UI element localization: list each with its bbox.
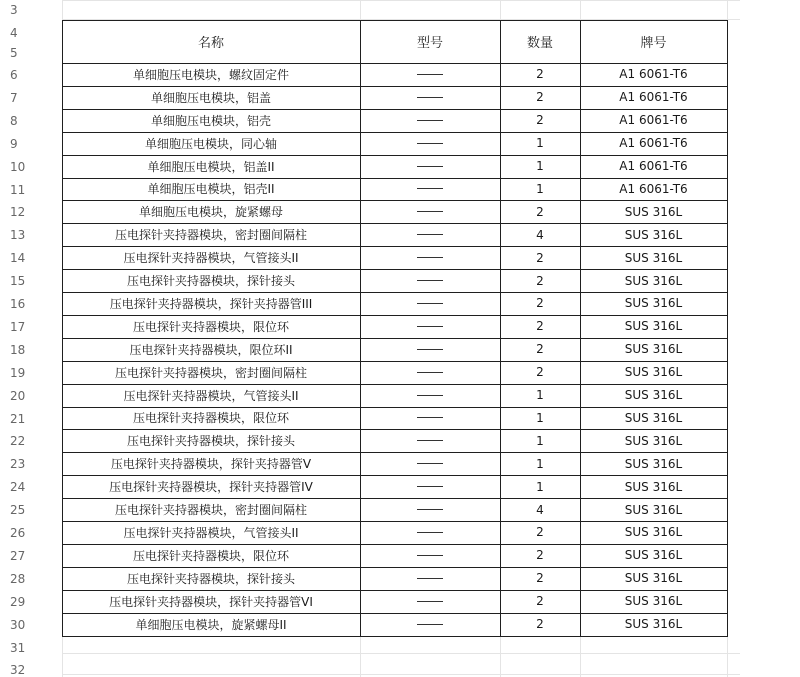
gridline-faint bbox=[500, 636, 501, 677]
table-cell-grade[interactable]: SUS 316L bbox=[624, 342, 683, 357]
row-number: 12 bbox=[10, 205, 26, 220]
table-border bbox=[62, 544, 727, 545]
table-cell-name[interactable]: 压电探针夹持器模块，限位环 bbox=[132, 411, 289, 426]
table-cell-quantity[interactable]: 4 bbox=[536, 502, 544, 517]
table-cell-name[interactable]: 压电探针夹持器模块，探针夹持器管VI bbox=[109, 594, 313, 609]
table-border bbox=[62, 178, 727, 179]
header-cell-quantity[interactable]: 数量 bbox=[526, 36, 553, 51]
gridline-faint bbox=[62, 0, 740, 1]
table-cell-model[interactable] bbox=[360, 590, 500, 613]
table-cell-quantity[interactable]: 2 bbox=[536, 90, 544, 105]
row-number: 31 bbox=[10, 640, 26, 655]
table-border bbox=[62, 429, 727, 430]
row-number: 30 bbox=[10, 617, 26, 632]
dash-mark bbox=[417, 395, 443, 396]
table-cell-quantity[interactable]: 1 bbox=[536, 433, 544, 448]
dash-mark bbox=[417, 372, 443, 373]
table-border bbox=[62, 521, 727, 522]
row-number: 29 bbox=[10, 594, 26, 609]
table-border bbox=[62, 338, 727, 339]
row-number: 6 bbox=[10, 68, 18, 82]
dash-mark bbox=[417, 417, 443, 418]
table-cell-quantity[interactable]: 2 bbox=[536, 548, 544, 563]
table-cell-grade[interactable]: A1 6061-T6 bbox=[619, 67, 688, 82]
table-cell-grade[interactable]: SUS 316L bbox=[624, 227, 683, 242]
dash-mark bbox=[417, 463, 443, 464]
table-cell-quantity[interactable]: 2 bbox=[536, 617, 544, 632]
table-cell-name[interactable]: 压电探针夹持器模块，气管接头II bbox=[123, 388, 299, 403]
row-number: 16 bbox=[10, 297, 26, 311]
table-cell-quantity[interactable]: 2 bbox=[536, 319, 544, 334]
table-cell-quantity[interactable]: 2 bbox=[536, 204, 544, 219]
row-number: 13 bbox=[10, 228, 26, 243]
table-border bbox=[62, 200, 727, 201]
table-cell-grade[interactable]: A1 6061-T6 bbox=[619, 181, 688, 196]
table-cell-model[interactable] bbox=[360, 200, 500, 223]
table-cell-model[interactable] bbox=[360, 475, 500, 498]
dash-mark bbox=[417, 120, 443, 121]
table-cell-model[interactable] bbox=[360, 223, 500, 246]
row-number: 15 bbox=[10, 274, 26, 289]
table-cell-model[interactable] bbox=[360, 567, 500, 590]
dash-mark bbox=[417, 532, 443, 533]
table-cell-model[interactable] bbox=[360, 246, 500, 269]
row-number: 27 bbox=[10, 548, 26, 563]
table-border bbox=[62, 292, 727, 293]
table-cell-name[interactable]: 压电探针夹持器模块，探针夹持器管III bbox=[109, 296, 313, 311]
table-cell-model[interactable] bbox=[360, 178, 500, 201]
table-cell-model[interactable] bbox=[360, 86, 500, 109]
table-border bbox=[62, 452, 727, 453]
table-border bbox=[62, 315, 727, 316]
table-cell-grade[interactable]: SUS 316L bbox=[624, 319, 683, 334]
table-cell-model[interactable] bbox=[360, 384, 500, 407]
table-cell-name[interactable]: 压电探针夹持器模块，密封圈间隔柱 bbox=[114, 228, 307, 243]
dash-mark bbox=[417, 509, 443, 510]
table-cell-name[interactable]: 单细胞压电模块，铝盖 bbox=[150, 90, 271, 105]
table-cell-grade[interactable]: SUS 316L bbox=[624, 548, 683, 563]
row-number: 11 bbox=[10, 182, 26, 197]
dash-mark bbox=[417, 211, 443, 212]
table-cell-name[interactable]: 单细胞压电模块，同心轴 bbox=[144, 136, 277, 151]
table-cell-model[interactable] bbox=[360, 429, 500, 452]
table-cell-name[interactable]: 压电探针夹持器模块，探针接头 bbox=[126, 434, 295, 449]
table-cell-quantity[interactable]: 1 bbox=[536, 388, 544, 403]
table-cell-grade[interactable]: SUS 316L bbox=[624, 456, 683, 471]
table-cell-name[interactable]: 单细胞压电模块，铝壳II bbox=[147, 182, 275, 197]
row-number: 10 bbox=[10, 159, 26, 174]
table-border bbox=[62, 223, 727, 224]
table-border bbox=[727, 20, 728, 637]
row-number: 18 bbox=[10, 342, 26, 357]
gridline-faint bbox=[62, 653, 740, 654]
dash-mark bbox=[417, 326, 443, 327]
dash-mark bbox=[417, 349, 443, 350]
table-cell-name[interactable]: 压电探针夹持器模块，探针接头 bbox=[126, 274, 295, 289]
gridline-faint bbox=[500, 0, 501, 20]
table-cell-model[interactable] bbox=[360, 613, 500, 636]
table-cell-quantity[interactable]: 4 bbox=[536, 227, 544, 242]
row-number: 24 bbox=[10, 480, 26, 495]
table-border bbox=[62, 498, 727, 499]
row-number: 4 bbox=[10, 26, 18, 40]
table-cell-quantity[interactable]: 2 bbox=[536, 273, 544, 288]
table-cell-quantity[interactable]: 1 bbox=[536, 181, 544, 196]
table-border bbox=[62, 109, 727, 110]
table-cell-quantity[interactable]: 1 bbox=[536, 136, 544, 151]
table-cell-grade[interactable]: SUS 316L bbox=[624, 273, 683, 288]
dash-mark bbox=[417, 234, 443, 235]
row-number: 21 bbox=[10, 411, 26, 426]
dash-mark bbox=[417, 143, 443, 144]
row-number: 28 bbox=[10, 571, 26, 586]
table-border bbox=[62, 407, 727, 408]
table-cell-model[interactable] bbox=[360, 338, 500, 361]
table-cell-grade[interactable]: A1 6061-T6 bbox=[619, 136, 688, 151]
table-cell-grade[interactable]: SUS 316L bbox=[624, 250, 683, 265]
table-cell-quantity[interactable]: 2 bbox=[536, 296, 544, 311]
row-number: 22 bbox=[10, 434, 26, 449]
row-number: 17 bbox=[10, 319, 26, 334]
table-cell-model[interactable] bbox=[360, 315, 500, 338]
table-cell-model[interactable] bbox=[360, 544, 500, 567]
table-border bbox=[62, 132, 727, 133]
table-cell-name[interactable]: 单细胞压电模块，铝壳 bbox=[150, 113, 271, 128]
table-cell-grade[interactable]: SUS 316L bbox=[624, 525, 683, 540]
header-cell-grade[interactable]: 牌号 bbox=[640, 36, 667, 51]
table-cell-name[interactable]: 压电探针夹持器模块，探针接头 bbox=[126, 571, 295, 586]
dash-mark bbox=[417, 280, 443, 281]
table-border bbox=[62, 475, 727, 476]
table-cell-grade[interactable]: SUS 316L bbox=[624, 388, 683, 403]
table-cell-grade[interactable]: SUS 316L bbox=[624, 617, 683, 632]
row-number: 32 bbox=[10, 662, 26, 677]
table-cell-model[interactable] bbox=[360, 292, 500, 315]
gridline-faint bbox=[580, 636, 581, 677]
table-cell-model[interactable] bbox=[360, 269, 500, 292]
gridline-faint bbox=[727, 0, 728, 20]
table-cell-quantity[interactable]: 2 bbox=[536, 365, 544, 380]
table-border bbox=[62, 246, 727, 247]
table-cell-name[interactable]: 压电探针夹持器模块，限位环 bbox=[132, 319, 289, 334]
gridline-faint bbox=[360, 636, 361, 677]
table-cell-name[interactable]: 压电探针夹持器模块，探针夹持器管V bbox=[110, 457, 312, 472]
dash-mark bbox=[417, 166, 443, 167]
dash-mark bbox=[417, 74, 443, 75]
header-cell-model[interactable]: 型号 bbox=[416, 36, 443, 51]
table-cell-grade[interactable]: SUS 316L bbox=[624, 410, 683, 425]
table-cell-quantity[interactable]: 2 bbox=[536, 250, 544, 265]
table-cell-quantity[interactable]: 1 bbox=[536, 456, 544, 471]
table-cell-name[interactable]: 压电探针夹持器模块，探针夹持器管IV bbox=[109, 480, 313, 495]
dash-mark bbox=[417, 303, 443, 304]
table-cell-name[interactable]: 单细胞压电模块，旋紧螺母 bbox=[138, 205, 283, 220]
table-cell-grade[interactable]: A1 6061-T6 bbox=[619, 90, 688, 105]
table-cell-grade[interactable]: A1 6061-T6 bbox=[619, 159, 688, 174]
table-cell-name[interactable]: 单细胞压电模块，螺纹固定件 bbox=[132, 67, 289, 82]
table-border bbox=[62, 636, 727, 637]
row-number: 19 bbox=[10, 365, 26, 380]
row-number: 23 bbox=[10, 457, 26, 472]
table-cell-quantity[interactable]: 2 bbox=[536, 113, 544, 128]
table-cell-name[interactable]: 压电探针夹持器模块，气管接头II bbox=[123, 251, 299, 266]
table-cell-quantity[interactable]: 1 bbox=[536, 159, 544, 174]
table-cell-quantity[interactable]: 2 bbox=[536, 594, 544, 609]
row-number: 25 bbox=[10, 503, 26, 518]
table-cell-model[interactable] bbox=[360, 132, 500, 155]
table-cell-name[interactable]: 单细胞压电模块，旋紧螺母II bbox=[135, 617, 287, 632]
dash-mark bbox=[417, 624, 443, 625]
table-border bbox=[580, 20, 581, 637]
table-border bbox=[62, 361, 727, 362]
table-cell-grade[interactable]: SUS 316L bbox=[624, 204, 683, 219]
row-number: 7 bbox=[10, 90, 18, 105]
dash-mark bbox=[417, 97, 443, 98]
dash-mark bbox=[417, 440, 443, 441]
table-border bbox=[62, 269, 727, 270]
table-border bbox=[500, 20, 501, 637]
table-cell-quantity[interactable]: 2 bbox=[536, 67, 544, 82]
table-cell-quantity[interactable]: 2 bbox=[536, 525, 544, 540]
table-cell-name[interactable]: 压电探针夹持器模块，气管接头II bbox=[123, 525, 299, 540]
table-cell-name[interactable]: 压电探针夹持器模块，限位环 bbox=[132, 548, 289, 563]
table-cell-grade[interactable]: SUS 316L bbox=[624, 433, 683, 448]
table-border bbox=[62, 384, 727, 385]
table-cell-model[interactable] bbox=[360, 109, 500, 132]
table-cell-grade[interactable]: SUS 316L bbox=[624, 502, 683, 517]
table-cell-grade[interactable]: SUS 316L bbox=[624, 479, 683, 494]
table-cell-quantity[interactable]: 2 bbox=[536, 342, 544, 357]
row-number: 26 bbox=[10, 526, 26, 540]
row-number: 9 bbox=[10, 136, 18, 151]
table-cell-grade[interactable]: SUS 316L bbox=[624, 571, 683, 586]
gridline-faint bbox=[62, 636, 63, 677]
table-border bbox=[62, 567, 727, 568]
table-cell-model[interactable] bbox=[360, 521, 500, 544]
row-number: 8 bbox=[10, 113, 18, 128]
table-cell-model[interactable] bbox=[360, 407, 500, 430]
table-cell-model[interactable] bbox=[360, 361, 500, 384]
dash-mark bbox=[417, 188, 443, 189]
table-cell-model[interactable] bbox=[360, 498, 500, 521]
dash-mark bbox=[417, 601, 443, 602]
table-cell-grade[interactable]: SUS 316L bbox=[624, 594, 683, 609]
table-cell-grade[interactable]: SUS 316L bbox=[624, 365, 683, 380]
table-border bbox=[62, 590, 727, 591]
table-cell-quantity[interactable]: 1 bbox=[536, 410, 544, 425]
table-cell-model[interactable] bbox=[360, 63, 500, 86]
table-border bbox=[62, 20, 63, 637]
table-cell-model[interactable] bbox=[360, 155, 500, 178]
header-cell-name[interactable]: 名称 bbox=[197, 36, 224, 51]
dash-mark bbox=[417, 257, 443, 258]
gridline-faint bbox=[360, 0, 361, 20]
table-border bbox=[360, 20, 361, 637]
gridline-faint bbox=[727, 636, 728, 677]
table-border bbox=[62, 155, 727, 156]
dash-mark bbox=[417, 486, 443, 487]
row-number: 3 bbox=[10, 3, 18, 17]
table-border bbox=[62, 86, 727, 87]
dash-mark bbox=[417, 555, 443, 556]
gridline-faint bbox=[62, 674, 740, 675]
row-number: 5 bbox=[10, 46, 18, 60]
table-border bbox=[62, 63, 727, 64]
table-cell-quantity[interactable]: 2 bbox=[536, 571, 544, 586]
table-cell-name[interactable]: 单细胞压电模块，铝盖II bbox=[147, 159, 275, 174]
gridline-faint bbox=[580, 0, 581, 20]
row-number: 14 bbox=[10, 251, 26, 266]
row-number: 20 bbox=[10, 388, 26, 403]
dash-mark bbox=[417, 578, 443, 579]
table-cell-grade[interactable]: A1 6061-T6 bbox=[619, 113, 688, 128]
gridline-faint bbox=[62, 0, 63, 20]
table-border bbox=[62, 20, 727, 21]
table-cell-name[interactable]: 压电探针夹持器模块，限位环II bbox=[129, 342, 293, 357]
table-cell-name[interactable]: 压电探针夹持器模块，密封圈间隔柱 bbox=[114, 365, 307, 380]
table-cell-model[interactable] bbox=[360, 452, 500, 475]
table-cell-quantity[interactable]: 1 bbox=[536, 479, 544, 494]
table-border bbox=[62, 613, 727, 614]
table-cell-grade[interactable]: SUS 316L bbox=[624, 296, 683, 311]
table-cell-name[interactable]: 压电探针夹持器模块，密封圈间隔柱 bbox=[114, 503, 307, 518]
